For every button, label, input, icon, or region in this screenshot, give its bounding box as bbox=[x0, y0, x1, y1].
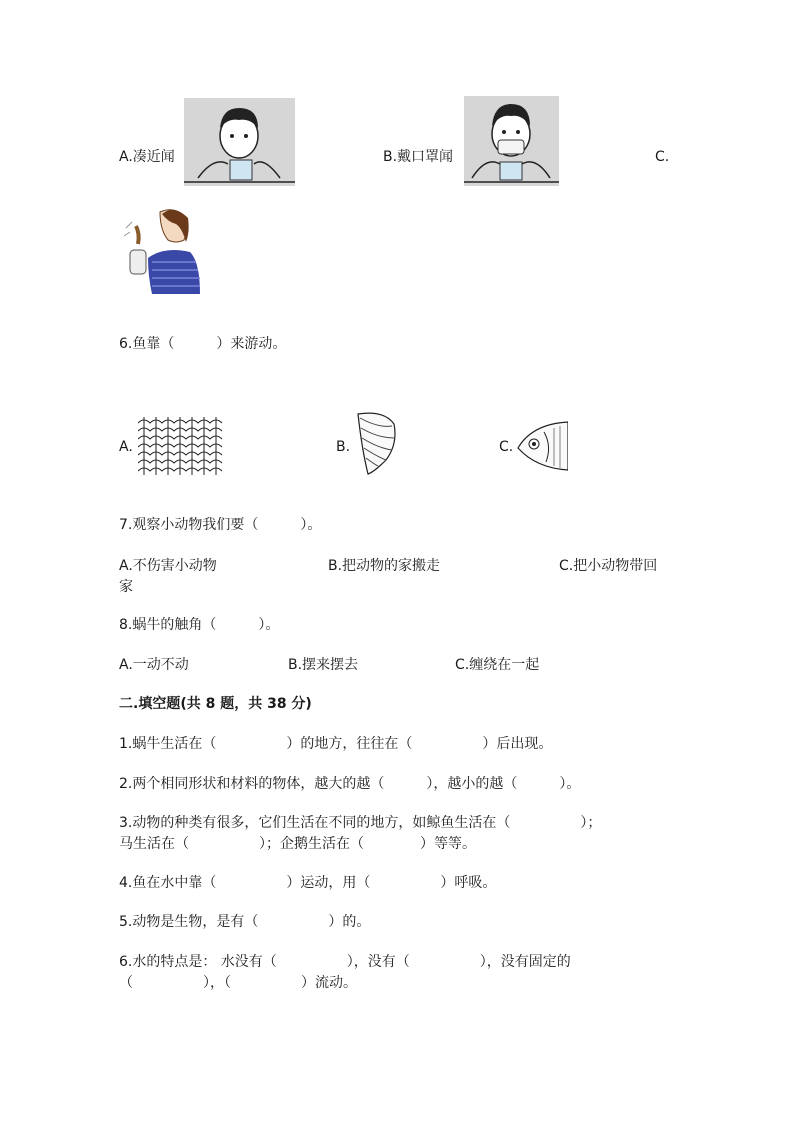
q8-option-c: C.缠绕在一起 bbox=[455, 657, 540, 673]
section-2-title: 二.填空题(共 8 题，共 38 分) bbox=[119, 696, 312, 712]
q6-option-c: C. bbox=[499, 439, 514, 455]
fill-question-6-line2: （ ），（ ）流动。 bbox=[119, 975, 357, 991]
q7-option-a: A.不伤害小动物 bbox=[119, 558, 217, 574]
q7-option-c-line1: C.把小动物带回 bbox=[559, 558, 658, 574]
q8-option-a: A.一动不动 bbox=[119, 657, 189, 673]
boy-fanning-bottle-image bbox=[124, 206, 200, 294]
fill-question-3-line1: 3.动物的种类有很多，它们生活在不同的地方，如鲸鱼生活在（ ）； bbox=[119, 815, 602, 831]
fill-question-2: 2.两个相同形状和材料的物体，越大的越（ ），越小的越（ ）。 bbox=[119, 776, 581, 792]
fill-question-5: 5.动物是生物，是有（ ）的。 bbox=[119, 914, 371, 930]
fill-question-6-line1: 6.水的特点是： 水没有（ ），没有（ ），没有固定的 bbox=[119, 954, 571, 970]
q7-question: 7.观察小动物我们要（ ）。 bbox=[119, 517, 322, 533]
boy-smelling-cup-image bbox=[184, 98, 295, 186]
boy-wearing-mask-image bbox=[464, 96, 559, 186]
q7-option-c-line2: 家 bbox=[119, 579, 133, 595]
fill-question-3-line2: 马生活在（ ）；企鹅生活在（ ）等等。 bbox=[119, 836, 476, 852]
fill-question-1: 1.蜗牛生活在（ ）的地方，往往在（ ）后出现。 bbox=[119, 736, 553, 752]
q8-option-b: B.摆来摆去 bbox=[288, 657, 359, 673]
q5-option-b: B.戴口罩闻 bbox=[383, 149, 454, 165]
q6-option-a: A. bbox=[119, 439, 133, 455]
fish-scales-image bbox=[138, 417, 224, 475]
fish-head-image bbox=[514, 418, 568, 474]
q5-option-c: C. bbox=[655, 149, 670, 165]
fish-fin-image bbox=[352, 410, 398, 476]
q6-option-b: B. bbox=[336, 439, 351, 455]
fill-question-4: 4.鱼在水中靠（ ）运动，用（ ）呼吸。 bbox=[119, 875, 497, 891]
q8-question: 8.蜗牛的触角（ ）。 bbox=[119, 617, 280, 633]
q6-question: 6.鱼靠（ ）来游动。 bbox=[119, 336, 287, 352]
q7-option-b: B.把动物的家搬走 bbox=[328, 558, 441, 574]
q5-option-a: A.凑近闻 bbox=[119, 149, 175, 165]
